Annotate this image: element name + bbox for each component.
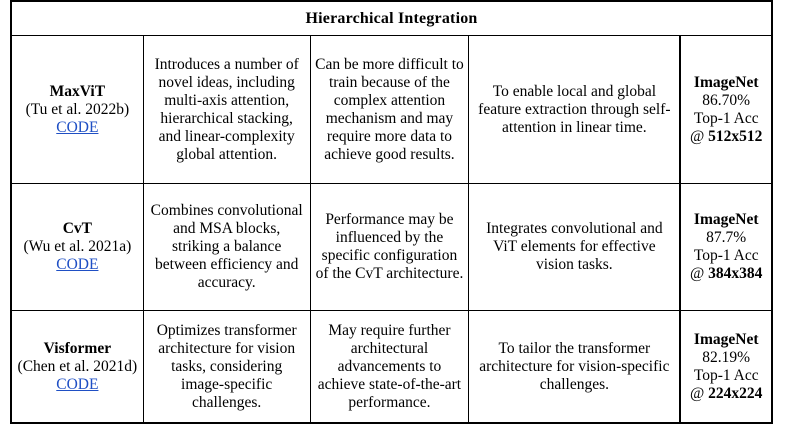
model-cell [11,36,143,184]
code-link[interactable]: CODE [56,256,99,273]
metric-label: Top-1 Acc [693,366,759,384]
at-symbol: @ [690,384,705,402]
citation: (Tu et al. 2022b) [25,100,130,118]
code-link[interactable]: CODE [56,118,99,136]
description-cell: Introduces a number of novel ideas, including multi-axis attention, hierarchical stacking, and linear-complexity global attention. [143,36,310,184]
at-symbol: @ [690,127,705,145]
model-cell [11,184,143,311]
objective-cell: Integrates convolutional and ViT elements for effective vision tasks. [469,184,681,311]
description-cell: Combines convolutional and MSA blocks, striking a balance between efficiency and accuracy. [143,184,310,311]
result-cell [680,184,772,311]
metric-label: Top-1 Acc [693,109,759,127]
metric-label: Top-1 Acc [693,247,759,264]
limitation-cell: Can be more difficult to train because of the complex attention mechanism and may require more data to achieve good results. [310,36,469,184]
limitation-cell: Performance may be influenced by the specific configuration of the CvT architecture. [310,184,469,311]
dataset-name: ImageNet [693,330,759,348]
resolution: 384x384 [708,265,763,282]
dataset-name: ImageNet [693,73,759,91]
accuracy-value: 86.70% [702,91,751,109]
result-cell [680,36,772,184]
resolution: 224x224 [708,384,763,402]
resolution: 512x512 [708,127,763,145]
citation: (Wu et al. 2021a) [23,238,132,255]
description-cell: Optimizes transformer architecture for vision tasks, considering image-specific challenges. [143,311,310,424]
table-row [11,311,772,424]
result-cell [680,311,772,424]
accuracy-value: 82.19% [702,348,751,366]
table-row [11,184,772,311]
model-name: Visformer [43,339,112,357]
citation: (Chen et al. 2021d) [17,357,138,375]
table-row [11,36,772,184]
objective-cell: To tailor the transformer architecture for vision-specific challenges. [469,311,681,424]
model-name: MaxViT [49,82,106,100]
model-name: CvT [62,220,93,237]
limitation-cell: May require further architectural advancements to achieve state-of-the-art performance. [310,311,469,424]
table-title: Hierarchical Integration [11,1,772,36]
code-link[interactable]: CODE [56,375,99,393]
model-cell [11,311,143,424]
objective-cell: To enable local and global feature extraction through self-attention in linear time. [469,36,681,184]
hierarchical-integration-table [10,0,773,424]
dataset-name: ImageNet [693,211,759,228]
accuracy-value: 87.7% [706,229,747,246]
at-symbol: @ [690,265,705,282]
